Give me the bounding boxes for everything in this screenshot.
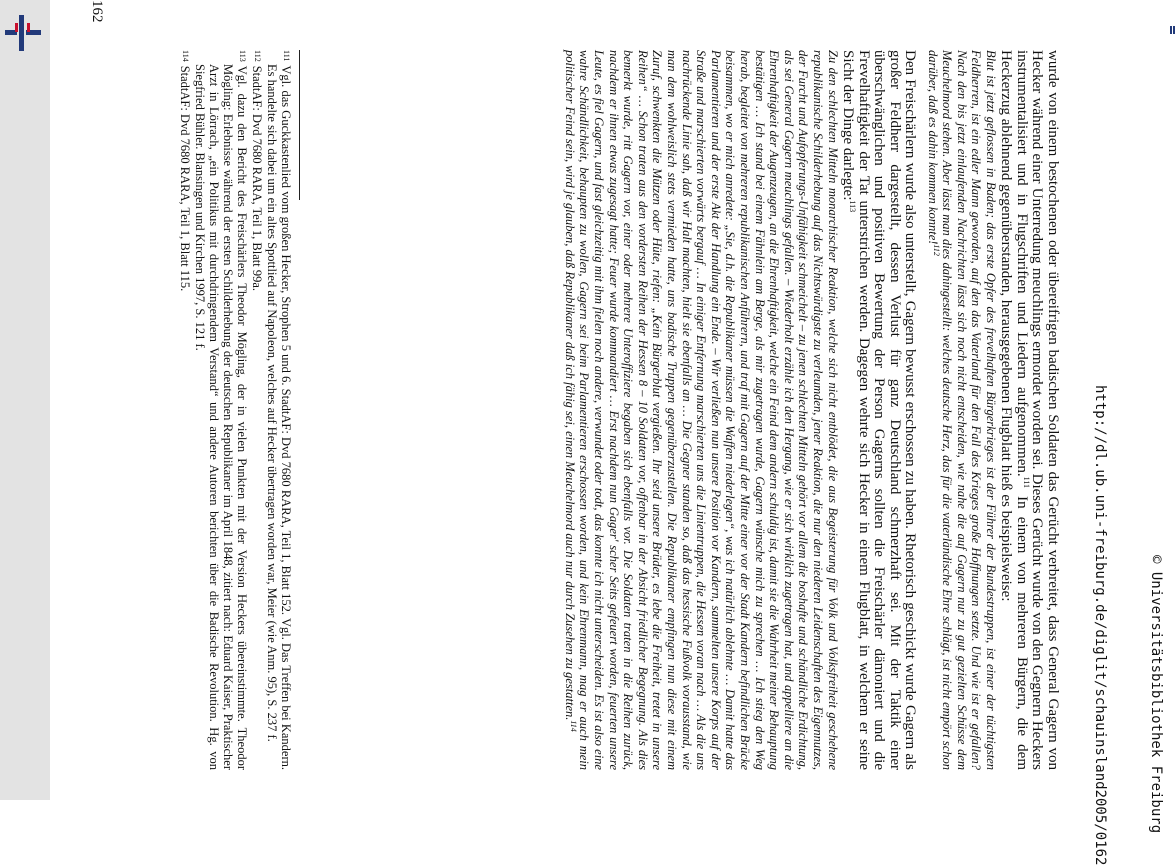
footnote-113 [193,50,249,770]
footnote-111 [265,50,293,770]
footnote-text: StadtAF: Dvd 7680 RARA, Teil 1, Blatt 99a. [250,65,264,291]
watermark-url-text: http://dl.ub.uni-freiburg.de/diglit/schauinsland2005/0162 [1092,385,1108,865]
page-number: 162 [89,0,105,23]
paragraph-1-part-b: In einem von mehreren Bürgern, die dem Heckerzug ablehnend gegenüberstanden, herausgegebenen Flugblatt hieß es beispielsweise: [998,50,1030,771]
quote-flugblatt [925,50,998,770]
body-text [562,50,1060,770]
footnote-number: 114 [181,50,190,62]
footnote-ref-114[interactable]: 114 [569,720,578,732]
footnote-number: 113 [238,50,247,62]
edge-marker [1170,26,1175,34]
footnote-ref-113[interactable]: 113 [848,200,858,213]
footnote-ref-112[interactable]: 112 [931,244,941,256]
paragraph-2 [840,50,918,770]
footnote-text: Vgl. das Guckkastenlied vom großen Hecker, Strophen 5 und 6. StadtAF: Dvd 7680 RARA, Teil 1, Blatt 152. Vgl. Das Treffen bei Kandern. Es handelte sich dabei um ein altes Spottlied auf Napoleon, welches auf Hecker übertragen worden war, Meier (wie Anm. 95), S. 237 f. [265,64,293,770]
footnote-number: 111 [282,50,291,62]
viewer-sidebar [0,0,50,800]
footnote-114 [178,50,192,770]
quote-1-text: Blut ist jetzt geflossen in Baden; das erste Opfer des frevelhaften Bürgerkrieges ist der Führer der Bundestruppen, ist einer der tüchtigsten Feldherren, ist ein edler Mann geworden, auf den das Vaterland für den Fall des Krieges große Hoffnungen setzte. Und wie ist er gefallen? Nach den bis jetzt einlaufenden Nachrichten lässt sich noch nicht entscheiden, wie nahe die auf Gagern nur zu gut gezielten Schüsse dem Meuchelmord stehen. Aber lässt man dies dahingestellt: welches deutsche Herz, das für die vaterländische Ehre schlägt, ist nicht empört schon darüber, daß es dahin kommen konnte! [925,50,998,770]
paragraph-2-text: Den Freischärlern wurde also unterstellt, Gagern bewusst erschossen zu haben. Rhetorisch geschickt wurde Gagern als großer Feldherr dargestellt, dessen Verlust für ganz Deutschland schmerzhaft sei. Mit der Taktik einer überschwänglichen und positiven Bewertung der Person Gagerns sollten die Freischärler dämoniert und die Frevelhaftigkeit der Tat unterstrichen werden. Dagegen wehrte sich Hecker in einem Flugblatt, in welchem er seine Sicht der Dinge darlegte: [840,50,919,770]
watermark-url[interactable] [1092,385,1108,865]
university-library-logo-icon[interactable] [5,15,41,51]
watermark-copyright-text: © Universitätsbibliothek Freiburg [1148,555,1164,834]
footnote-number: 112 [253,50,262,62]
footnotes [177,50,300,770]
footnote-112 [250,50,264,770]
footnote-text: StadtAF: Dvd 7680 RARA, Teil 1, Blatt 115. [178,65,192,292]
quote-hecker [562,50,839,770]
footnote-divider [299,50,300,200]
footnote-ref-111[interactable]: 111 [1022,476,1031,489]
quote-2-text: Zu den schlechten Mitteln monarchischer Reaktion, welche sich nicht entblödet, die aus Begeisterung für Volk und Volksfreiheit geschehene republikanische Schilderhebung auf das Nichtswürdigste zu verleumden, jener Reaktion, die nur den niederen Leidenschaften des Eigennutzes, der Furcht und Aufopferungs-Unfähigkeit schmeichelt – zu jenen schlechten Mitteln gehört vor allem die boshafte und schändliche Erdichtung, als sei General Gagern meuchlings gefallen. – Wiederholt erzähle ich den Hergang, wie er sich wirklich zugetragen hat, und appelliere an die Ehrenhaftigkeit der Augenzeugen, an die Ehrenhaftigkeit, welche ein Feind dem andern schuldig ist, damit sie die Wahrheit meiner Behauptung bestätigen … Ich stand bei einem Fähnlein am Berge, als mir zugetragen wurde, Gagern wünsche mich zu sprechen … Ich stieg den Weg herab, begleitet von mehreren republikanischen Anführern, und traf mit Gagern auf der Mitte einer vor der Stadt Kandern befindlichen Brücke beisammen, wo er mich anredete: „Sie, d.h. die Republikaner müssen die Waffen niederlegen“, was ich natürlich ablehnte … Damit hatte das Parlamentieren und der erste Akt der Handlung ein Ende. – Wir verließen nun unsere Position vor Kandern, sammelten unsere Korps auf der Straße und marschierten vorwärts bergauf … In einiger Entfernung marschierten uns die Linientruppen, die Hessen voran nach … Als die uns nachrückende Linie sah, daß wir Halt machten, hielt sie ebenfalls an … Die Gegner standen so, daß das hessische Fußvolk vorausstand, wie man dem wohlweislich stets vermieden hatte, uns badische Truppen gegenüberzustellen. Die Republikaner empfingen nun diese mit einem Zuruf, schwenkten die Mützen oder Hüte, riefen: „Kein Bürgerblut vergießen. Ihr seid unsere Brüder, es lebe die Freiheit, tretet in unsere Reihen“ … Schon traten aus den vordersten Reihen der Hessen 8 – 10 Soldaten vor, offenbar in der Absicht friedlicher Begegnung. Als dies bemerkt wurde, ritt Gagern vor, einer oder mehrere Unteroffiziere begaben sich ebenfalls vor. Die Soldaten traten in die Reihen zurück, nachdem er ihnen etwas zugesagt hatte; Feuer wurde kommandiert … Erst nachdem nun Gager' scher Seits gefeuert worden, feuerten unsere Leute, es fiel Gagern, und fast gleichzeitig mit ihm fielen noch andere, verwundet oder todt, das konnte ich nicht unterscheiden. Es ist also eine wahre Schändlichkeit, behaupten zu wollen, Gagern sei beim Parlamentieren erschossen worden, und kein Ehrenmann, mag er auch mein politischer Feind sein, wird je glauben, daß Republikaner daß ich fähig sei, einen Meuchelmord auch nur durch Zusehen zu gestatten. [562,50,840,770]
page-edge [1168,0,1176,800]
footnote-text: Vgl. dazu den Bericht des Freischärlers Theodor Mögling, der in vielen Punkten mit der Version Heckers übereinstimmte. Theodor Mögling: Erlebnisse während der ersten Schilderhebung der deutschen Republikaner im April 1848, zitiert nach: Eduard Kaiser, Praktischer Arzt in Lörrach, „ein Politikus mit durchdringendem Verstand“ und andere Autoren berichten über die Badische Revolution. Hg. von Siegfried Bühler. Blansingen und Kirchen 1997, S. 121 f. [193,64,249,770]
watermark-copyright [1148,555,1164,833]
paragraph-1-part-a: wurde von einem bestochenen oder übereifrigen badischen Soldaten das Gerücht verbreitet, dass General Gagern von Hecker während einer Unterredung meuchlings ermordet worden sei. Dieses Gerücht wurde von den Gegnern Heckers instrumentalisiert und in Flugschriften und Liedern aufgenommen. [1014,50,1061,770]
document-page [89,0,1100,800]
paragraph-1 [998,50,1060,770]
